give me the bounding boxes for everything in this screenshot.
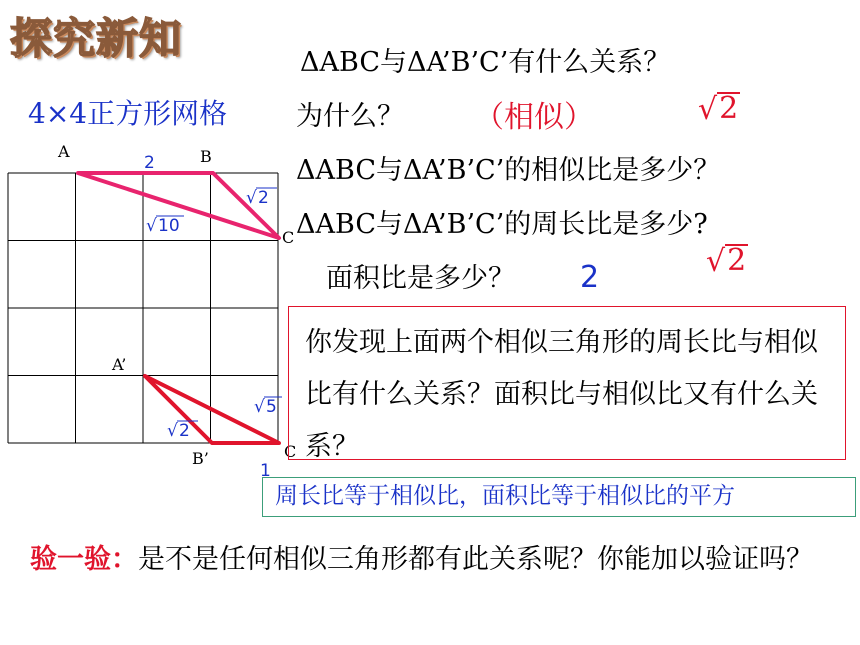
svg-text:√: √ (167, 421, 178, 441)
length-ab: 2 (144, 153, 155, 173)
answer-similarity-ratio: √ 2 (698, 91, 739, 127)
page-header-title: 探究新知 (10, 14, 183, 63)
verify-section (30, 534, 840, 586)
question-2: ΔABC与ΔA’B’C’的相似比是多少？ (296, 155, 721, 186)
length-b-prime-c-prime: 1 (260, 461, 271, 481)
answer-area-ratio: 2 (580, 260, 600, 295)
point-label-a: A (58, 142, 70, 161)
verify-label: 验一验： (30, 544, 138, 575)
svg-text:2: 2 (258, 188, 269, 208)
grid-lines (8, 173, 278, 443)
point-label-a-prime: A’ (112, 355, 127, 374)
question-4: 面积比是多少？ (326, 263, 515, 294)
svg-text:√: √ (146, 216, 157, 236)
point-label-b-prime: B’ (192, 449, 209, 468)
question-1-cont: 为什么？ (296, 101, 404, 132)
length-ac (146, 216, 184, 236)
svg-text:√: √ (246, 188, 257, 208)
svg-text:√: √ (254, 397, 265, 417)
point-label-c-prime: C (284, 442, 297, 461)
question-1: ΔABC与ΔA’B’C’有什么关系？ (300, 47, 671, 78)
conclusion-box (262, 477, 856, 517)
length-bc (246, 188, 277, 208)
svg-text:2: 2 (179, 421, 190, 441)
discovery-question-text: 你发现上面两个相似三角形的周长比与相似比有什么关系？面积比与相似比又有什么关系？ (305, 327, 818, 462)
verify-text: 是不是任何相似三角形都有此关系呢？你能加以验证吗？ (138, 544, 813, 575)
svg-text:5: 5 (266, 397, 277, 417)
answer-similar: （相似） (474, 100, 594, 135)
answer-perimeter-ratio: √ 2 (706, 243, 747, 279)
svg-text:10: 10 (158, 216, 180, 236)
point-label-c: C (282, 228, 295, 247)
point-label-b: B (200, 147, 212, 166)
conclusion-text: 周长比等于相似比，面积比等于相似比的平方 (275, 483, 735, 509)
discovery-question-box (288, 306, 846, 460)
question-3: ΔABC与ΔA’B’C’的周长比是多少? (296, 209, 708, 240)
grid-title: 4×4正方形网格 (28, 97, 228, 130)
